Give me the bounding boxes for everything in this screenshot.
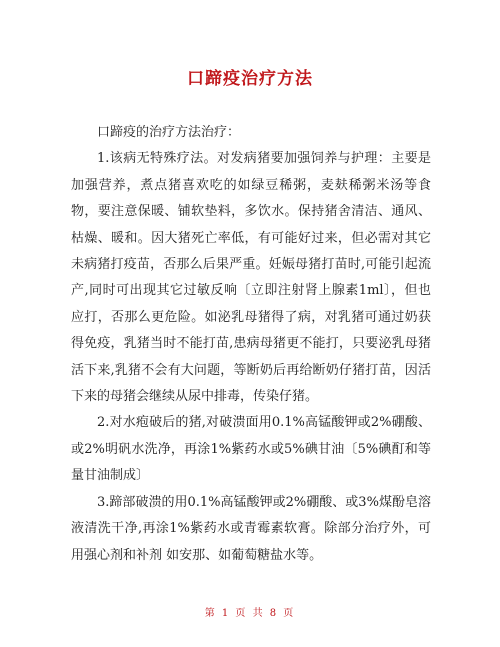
paragraph-1: 1.该病无特殊疗法。对发病猪要加强饲养与护理：主要是加强营养，煮点猪喜欢吃的如绿豆稀粥，麦麸稀粥米汤等食物，要注意保暖、铺软垫料，多饮水。保持猪舍清洁、通风、枯燥、暖和。因大猪死亡率低，有可能好过来，但必需对其它未病猪打疫苗，否那么后果严重。妊娠母猪打苗时,可能引起流产,同时可出现其它过敏反响〔立即注射肾上腺素1ml〕，但也应打，否那么更危险。如泌乳母猪得了病，对乳猪可通过奶获得免疫，乳猪当时不能打苗,患病母猪更不能打，只要泌乳母猪活下来,乳猪不会有大问题，等断奶后再给断奶仔猪打苗，因活下来的母猪会继续从尿中排毒，传染仔猪。 [71, 151, 431, 405]
paragraph-2: 2.对水疱破后的猪,对破溃面用0.1%高锰酸钾或2%硼酸、或2%明矾水洗净，再涂1%紫药水或5%碘甘油〔5%碘酊和等量甘油制成〕 [71, 415, 431, 484]
document-title: 口蹄疫治疗方法 [187, 69, 313, 89]
page-number-footer: 第 1 页 共 8 页 [204, 608, 296, 619]
document-body [71, 120, 431, 569]
paragraph-intro: 口蹄疫的治疗方法治疗： [97, 125, 241, 140]
paragraph-3: 3.蹄部破溃的用0.1%高锰酸钾或2%硼酸、或3%煤酚皂溶液清洗干净,再涂1%紫药水或青霉素软膏。除部分治疗外，可用强心剂和补剂 如安那、如葡萄糖盐水等。 [71, 494, 431, 563]
